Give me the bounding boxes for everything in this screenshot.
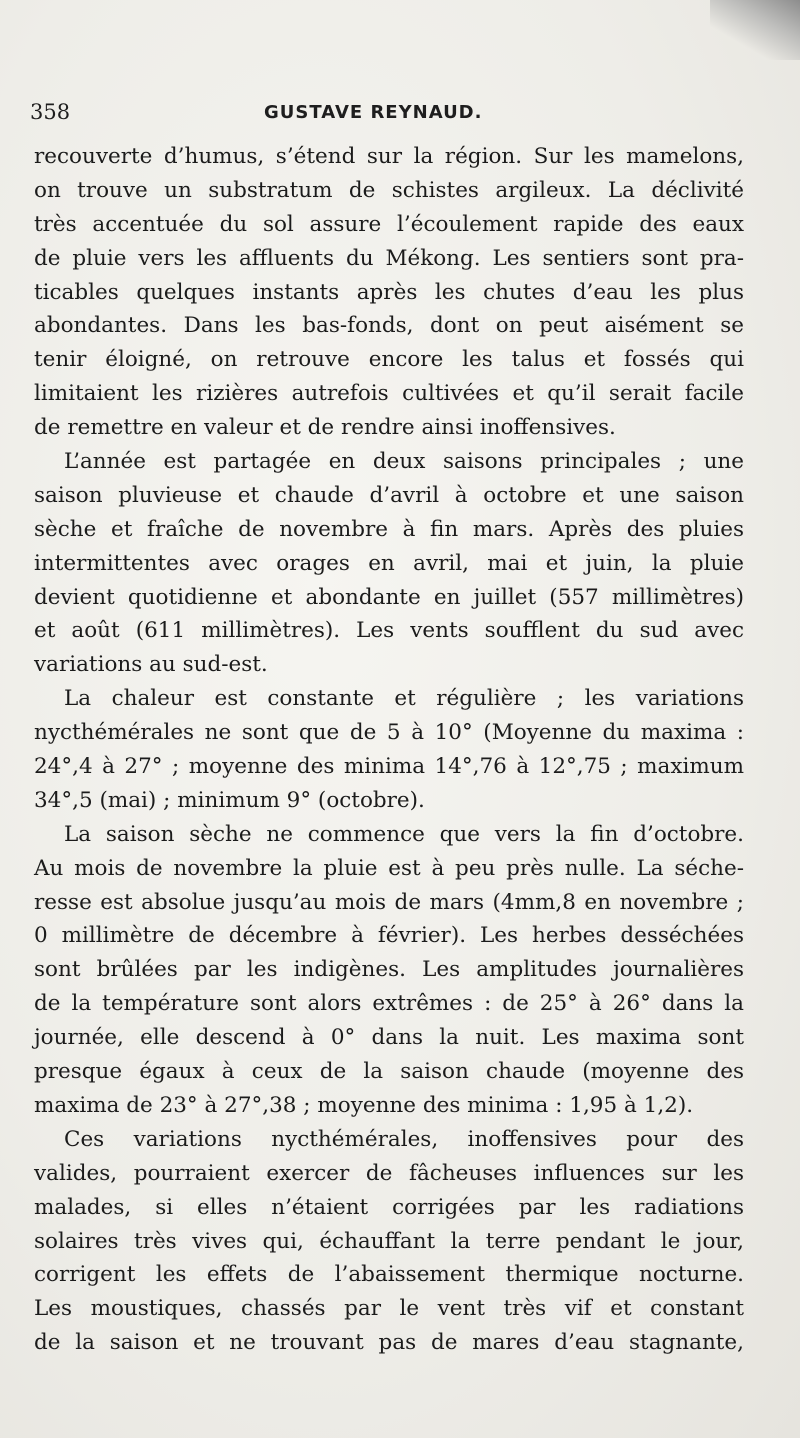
text-line: sèche et fraîche de novembre à fin mars. Après des pluies <box>34 516 744 542</box>
page-number: 358 <box>30 100 71 124</box>
paragraph-start-line: Ces variations nycthémérales, inoffensives pour des <box>64 1126 744 1152</box>
text-line: devient quotidienne et abondante en juillet (557 millimètres) <box>34 584 744 610</box>
text-line: resse est absolue jusqu’au mois de mars (4mm,8 en novembre ; <box>34 889 744 915</box>
paragraph-start-line: La chaleur est constante et régulière ; les variations <box>64 686 744 712</box>
text-line: très accentuée du sol assure l’écoulement rapide des eaux <box>34 211 744 237</box>
text-line: presque égaux à ceux de la saison chaude (moyenne des <box>34 1059 744 1085</box>
paragraph-start-line: L’année est partagée en deux saisons principales ; une <box>64 449 744 475</box>
text-line: de la température sont alors extrêmes : de 25° à 26° dans la <box>34 991 744 1017</box>
text-line: nycthémérales ne sont que de 5 à 10° (Moyenne du maxima : <box>34 720 744 746</box>
text-line: de pluie vers les affluents du Mékong. Les sentiers sont pra- <box>34 245 744 271</box>
text-line: valides, pourraient exercer de fâcheuses influences sur les <box>34 1160 744 1186</box>
text-line: solaires très vives qui, échauffant la terre pendant le jour, <box>34 1228 744 1254</box>
page-corner-shadow <box>710 0 800 60</box>
page-header <box>30 100 750 130</box>
text-line: on trouve un substratum de schistes argileux. La déclivité <box>34 177 744 203</box>
paragraph-start-line: La saison sèche ne commence que vers la fin d’octobre. <box>64 821 744 847</box>
text-line: saison pluvieuse et chaude d’avril à octobre et une saison <box>34 482 744 508</box>
text-line: intermittentes avec orages en avril, mai et juin, la pluie <box>34 550 744 576</box>
text-line: variations au sud-est. <box>34 652 268 678</box>
text-line: de la saison et ne trouvant pas de mares d’eau stagnante, <box>34 1330 744 1356</box>
text-line: 34°,5 (mai) ; minimum 9° (octobre). <box>34 787 425 813</box>
text-line: 0 millimètre de décembre à février). Les herbes desséchées <box>34 923 744 949</box>
text-line: sont brûlées par les indigènes. Les amplitudes journalières <box>34 957 744 983</box>
text-line: 24°,4 à 27° ; moyenne des minima 14°,76 à 12°,75 ; maximum <box>34 754 744 780</box>
text-line: ticables quelques instants après les chutes d’eau les plus <box>34 279 744 305</box>
text-line: recouverte d’humus, s’étend sur la région. Sur les mamelons, <box>34 144 744 169</box>
text-line: de remettre en valeur et de rendre ainsi inoffensives. <box>34 415 616 441</box>
text-line: Au mois de novembre la pluie est à peu près nulle. La séche- <box>34 855 744 881</box>
text-line: journée, elle descend à 0° dans la nuit. Les maxima sont <box>34 1025 744 1051</box>
running-head: GUSTAVE REYNAUD. <box>264 102 483 123</box>
text-line: corrigent les effets de l’abaissement thermique nocturne. <box>34 1262 744 1288</box>
text-line: limitaient les rizières autrefois cultivées et qu’il serait facile <box>34 381 744 407</box>
text-line: abondantes. Dans les bas-fonds, dont on peut aisément se <box>34 313 744 339</box>
text-line: et août (611 millimètres). Les vents soufflent du sud avec <box>34 618 744 644</box>
body-text <box>34 140 744 1360</box>
text-line: maxima de 23° à 27°,38 ; moyenne des minima : 1,95 à 1,2). <box>34 1092 694 1118</box>
text-line: malades, si elles n’étaient corrigées par les radiations <box>34 1194 744 1220</box>
text-line: Les moustiques, chassés par le vent très vif et constant <box>34 1296 744 1322</box>
text-line: tenir éloigné, on retrouve encore les talus et fossés qui <box>34 347 744 373</box>
